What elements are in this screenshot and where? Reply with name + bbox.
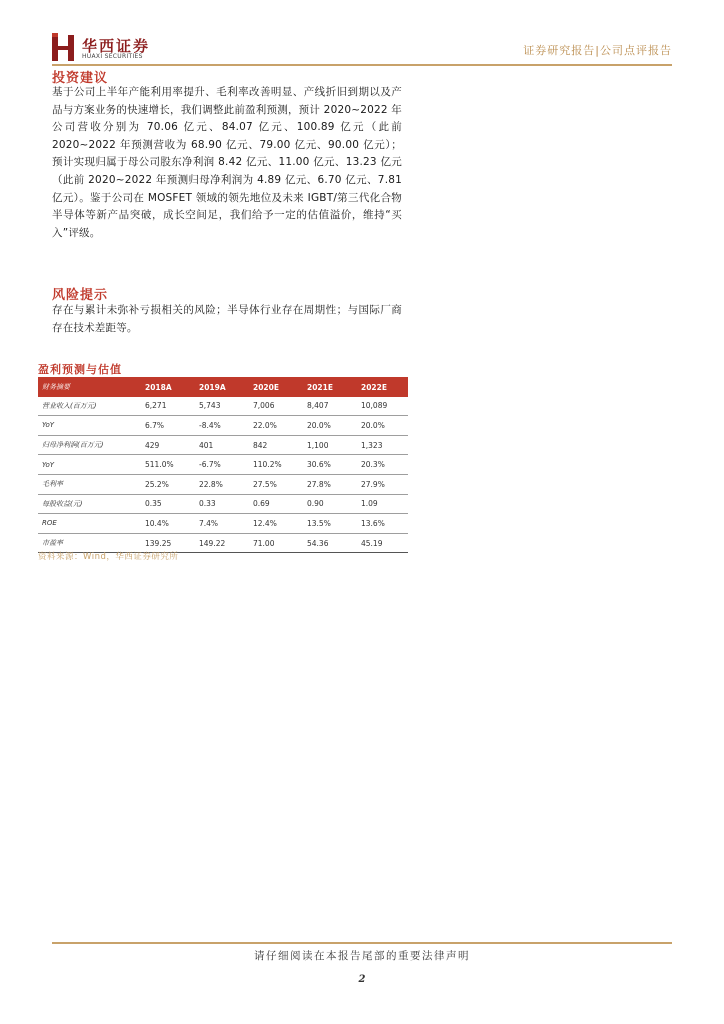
table-cell: 20.0%: [307, 420, 331, 430]
table-cell: 20.3%: [361, 460, 385, 470]
table-cell: 45.19: [361, 538, 383, 548]
table-cell: 13.5%: [307, 518, 331, 528]
table-cell: 7.4%: [199, 518, 219, 528]
table-source-note: 资料来源：Wind，华西证券研究所: [38, 552, 179, 562]
table-cell: 10,089: [361, 401, 388, 411]
footer-divider: [52, 942, 672, 944]
table-row: [38, 514, 408, 534]
column-header: 2018A: [145, 382, 172, 392]
row-label: YoY: [42, 421, 55, 430]
table-cell: 5,743: [199, 401, 221, 411]
investment-title: 投资建议: [52, 71, 109, 86]
brand-name-cn: 华西证券: [82, 37, 151, 55]
huaxi-logo-icon: [52, 33, 76, 61]
column-header: 2022E: [361, 382, 387, 392]
row-label: ROE: [42, 519, 57, 528]
table-row: [38, 494, 408, 514]
table-cell: 6,271: [145, 401, 167, 411]
page-number: 2: [358, 974, 366, 985]
table-cell: 27.5%: [253, 479, 277, 489]
table-cell: 10.4%: [145, 518, 169, 528]
table-header-row: [38, 378, 408, 397]
table-cell: 13.6%: [361, 518, 385, 528]
table-cell: 149.22: [199, 538, 226, 548]
row-label: 营业收入(百万元): [42, 401, 97, 410]
table-cell: 54.36: [307, 538, 329, 548]
table-cell: 6.7%: [145, 420, 165, 430]
table-cell: 71.00: [253, 538, 275, 548]
table-cell: 27.8%: [307, 479, 331, 489]
table-cell: 20.0%: [361, 420, 385, 430]
table-title: 盈利预测与估值: [38, 363, 122, 376]
table-cell: 1,100: [307, 440, 329, 450]
table-cell: 511.0%: [145, 460, 174, 470]
table-cell: 12.4%: [253, 518, 277, 528]
row-label: YoY: [42, 460, 55, 469]
table-cell: 842: [253, 440, 268, 450]
table-cell: 110.2%: [253, 460, 282, 470]
table-row: [38, 474, 408, 494]
table-row: [38, 435, 408, 455]
table-cell: 0.33: [199, 499, 216, 509]
investment-body: [52, 84, 402, 242]
table-cell: -6.7%: [199, 460, 221, 470]
table-cell: 22.0%: [253, 420, 277, 430]
investment-text: 基于公司上半年产能利用率提升、毛利率改善明显、产线折旧到期以及产品与方案业务的快速增长，我们调整此前盈利预测，预计 2020~2022 年公司营收分别为 70.06 亿元、84.07 亿元、100.89 亿元（此前 2020~2022 年预测营收为 68.90 亿元、79.00 亿元、90.00 亿元）；预计实现归属于母公司股东净利润 8.42 亿元、11.00 亿元、13.23 亿元（此前 2020~2022 年预测归母净利润为 4.89 亿元、6.70 亿元、7.81 亿元）。鉴于公司在 MOSFET 领域的领先地位及未来 IGBT/第三代化合物半导体等新产品突破，成长空间足，我们给予一定的估值溢价，维持“买入”评级。: [52, 86, 402, 239]
risk-title: 风险提示: [52, 288, 109, 303]
header-divider: [52, 64, 672, 66]
table-cell: 8,407: [307, 401, 329, 411]
report-type: 证券研究报告|公司点评报告: [523, 44, 672, 57]
brand-name-en: HUAXI SECURITIES: [82, 53, 143, 60]
table-cell: 0.35: [145, 499, 162, 509]
row-label: 市盈率: [42, 539, 63, 548]
risk-body: [52, 302, 402, 337]
table-cell: 401: [199, 440, 214, 450]
table-cell: 0.69: [253, 499, 270, 509]
table-cell: 1,323: [361, 440, 383, 450]
table-cell: -8.4%: [199, 420, 221, 430]
page-header: [52, 33, 672, 63]
table-row: [38, 416, 408, 436]
table-cell: 139.25: [145, 538, 172, 548]
row-label: 每股收益(元): [42, 499, 83, 508]
table-row: [38, 397, 408, 416]
table-cell: 429: [145, 440, 160, 450]
financial-forecast-table: [38, 378, 408, 553]
row-label: 归母净利润(百万元): [42, 441, 104, 450]
legal-notice: 请仔细阅读在本报告尾部的重要法律声明: [254, 950, 470, 962]
column-header: 财务摘要: [42, 383, 70, 392]
table-cell: 25.2%: [145, 479, 169, 489]
column-header: 2020E: [253, 382, 279, 392]
column-header: 2019A: [199, 382, 226, 392]
table-cell: 30.6%: [307, 460, 331, 470]
table-cell: 0.90: [307, 499, 324, 509]
table-cell: 7,006: [253, 401, 275, 411]
table-cell: 1.09: [361, 499, 378, 509]
risk-text: 存在与累计未弥补亏损相关的风险；半导体行业存在周期性；与国际厂商存在技术差距等。: [52, 304, 402, 334]
table-cell: 22.8%: [199, 479, 223, 489]
column-header: 2021E: [307, 382, 333, 392]
row-label: 毛利率: [42, 480, 63, 489]
table-cell: 27.9%: [361, 479, 385, 489]
table-row: [38, 455, 408, 475]
